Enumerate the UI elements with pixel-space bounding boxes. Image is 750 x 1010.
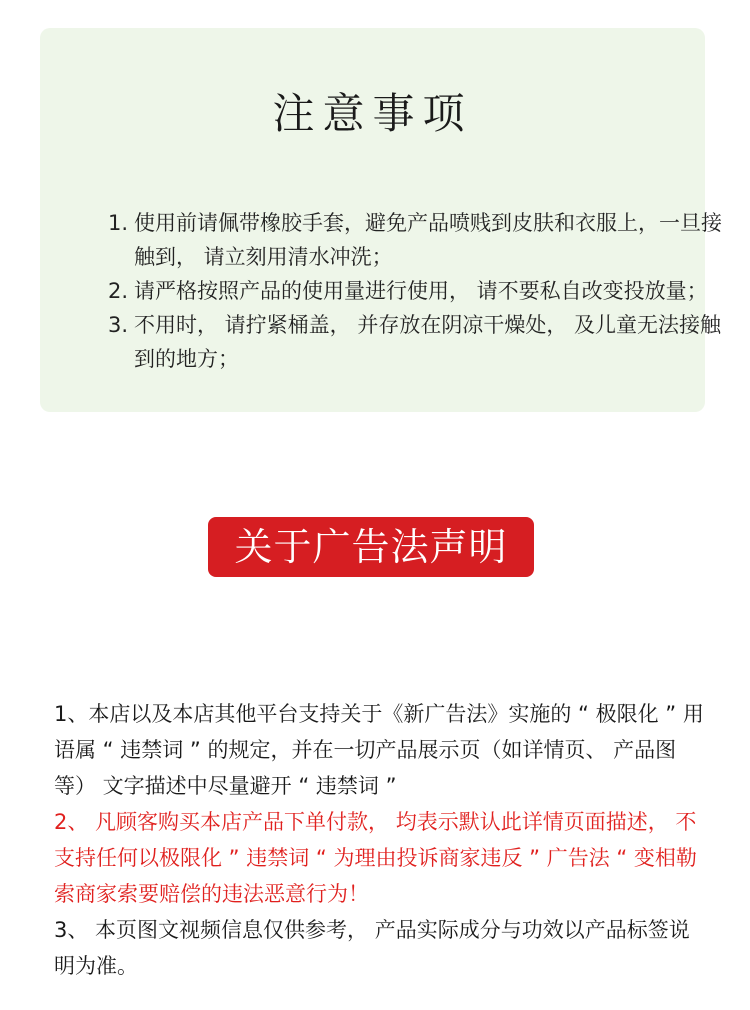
notice-item-number: 3. [108, 313, 129, 337]
ad-law-banner: 关于广告法声明 [208, 517, 534, 577]
notice-item-number: 2. [108, 279, 129, 303]
notice-item-text: 请严格按照产品的使用量进行使用， 请不要私自改变投放量； [134, 279, 708, 303]
ad-law-statement [54, 696, 704, 984]
notice-item-text: 使用前请佩带橡胶手套，避免产品喷贱到皮肤和衣服上，一旦接触到， 请立刻用清水冲洗； [134, 211, 722, 269]
ad-law-paragraph-3: 3、 本页图文视频信息仅供参考， 产品实际成分与功效以产品标签说明为准。 [54, 918, 690, 978]
notice-item [108, 274, 728, 308]
notice-item [108, 308, 728, 376]
ad-law-paragraph-1: 1、本店以及本店其他平台支持关于《新广告法》实施的 “ 极限化 ” 用语属 “ 违禁词 ” 的规定，并在一切产品展示页（如详情页、 产品图等） 文字描述中尽量避开 “ 违禁词 ” [54, 702, 704, 798]
notice-item-number: 1. [108, 211, 129, 235]
notice-title: 注意事项 [272, 89, 473, 138]
notice-item [108, 206, 728, 274]
notice-card [40, 28, 722, 412]
ad-law-paragraph-2-warning: 2、 凡顾客购买本店产品下单付款， 均表示默认此详情页面描述， 不支持任何以极限化 ” 违禁词 “ 为理由投诉商家违反 ” 广告法 “ 变相勒索商家索要赔偿的违法恶意行为！ [54, 810, 697, 906]
notice-list [108, 206, 728, 376]
notice-item-text: 不用时， 请拧紧桶盖， 并存放在阴凉干燥处， 及儿童无法接触到的地方； [134, 313, 722, 371]
